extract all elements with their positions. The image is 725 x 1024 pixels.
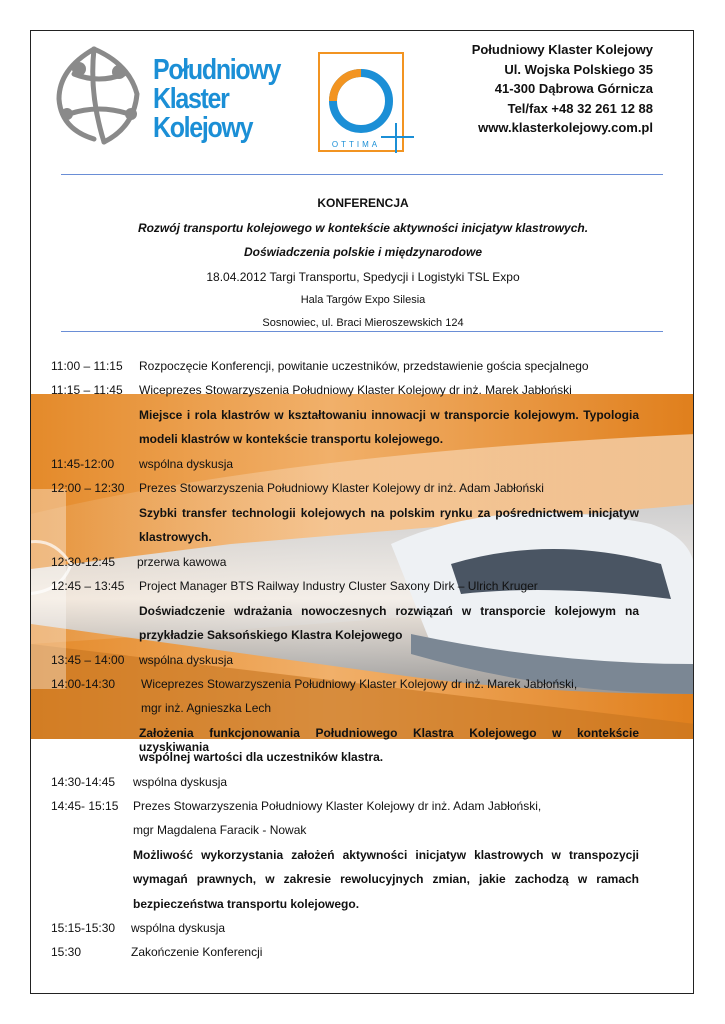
org-city: 41-300 Dąbrowa Górnicza [494,81,653,96]
schedule-text: wspólna dyskusja [139,653,234,667]
logo-text-line3: Kolejowy [153,112,253,144]
conference-hall: Hala Targów Expo Silesia [300,294,426,306]
schedule-text: Prezes Stowarzyszenia Południowy Klaster Kolejowy dr inż. Adam Jabłoński, [133,799,542,813]
schedule-time: 14:45- 15:15 [51,799,119,813]
schedule-time: 12:45 – 13:45 [51,579,125,593]
schedule-topic: Założenia funkcjonowania Południowego Klastra Kolejowego w kontekście uzyskiwania [139,726,639,754]
schedule-time: 14:00-14:30 [51,677,116,691]
schedule-row [51,677,577,691]
conference-address: Sosnowiec, ul. Braci Mieroszewskich 124 [262,317,464,329]
schedule-text: Wiceprezes Stowarzyszenia Południowy Klaster Kolejowy dr inż. Marek Jabłoński, [141,677,578,691]
schedule-row [51,921,225,935]
schedule-text: przerwa kawowa [137,555,227,569]
schedule-text: wspólna dyskusja [139,457,234,471]
conference-title: Rozwój transportu kolejowego w kontekście aktywności inicjatyw klastrowych. [137,221,589,235]
schedule-row [51,359,589,373]
schedule-time: 11:45-12:00 [51,457,115,471]
conference-subtitle: Doświadczenia polskie i międzynarodowe [243,245,483,259]
conference-label: KONFERENCJA [317,196,409,210]
ottima-logo-icon [316,51,416,161]
logo-text-line2: Klaster [153,83,229,115]
schedule-topic: przykładzie Saksońskiego Klastra Kolejowego [139,628,403,642]
schedule-topic: Możliwość wykorzystania założeń aktywności inicjatyw klastrowych w transpozycji [133,848,639,862]
schedule-row [51,457,233,471]
schedule-text: Zakończenie Konferencji [131,945,263,959]
schedule-text: Rozpoczęcie Konferencji, powitanie uczestników, przedstawienie gościa specjalnego [139,359,589,373]
schedule-row [51,555,226,569]
ottima-logo-text: OTTIMA [331,140,381,149]
document-page [30,30,694,994]
org-name: Południowy Klaster Kolejowy [471,42,653,57]
schedule-row [51,799,541,813]
schedule-row [51,653,233,667]
schedule-row [51,775,227,789]
schedule-time: 11:00 – 11:15 [51,359,123,373]
schedule-row [51,579,538,593]
schedule-topic: Miejsce i rola klastrów w kształtowaniu innowacji w transporcie kolejowym. Typologia [139,408,639,422]
schedule-text: mgr Magdalena Faracik - Nowak [133,823,307,837]
schedule-topic: wymagań prawnych, w zakresie rewolucyjnych zmian, jakie zachodzą w ramach [133,872,639,886]
schedule-text: wspólna dyskusja [133,775,228,789]
schedule-row [51,945,262,959]
schedule-text: Prezes Stowarzyszenia Południowy Klaster Kolejowy dr inż. Adam Jabłoński [139,481,544,495]
schedule-topic: Szybki transfer technologii kolejowych na polskim rynku za pośrednictwem inicjatyw [139,506,639,520]
schedule-text: Wiceprezes Stowarzyszenia Południowy Klaster Kolejowy dr inż. Marek Jabłoński [139,383,572,397]
schedule-time: 14:30-14:45 [51,775,116,789]
schedule-row [51,383,572,397]
schedule-topic: klastrowych. [139,530,212,544]
schedule-time: 12:00 – 12:30 [51,481,125,495]
schedule-topic: Doświadczenie wdrażania nowoczesnych rozwiązań w transporcie kolejowym na [139,604,639,618]
divider-top [61,174,663,175]
address-block [472,40,653,138]
cluster-logo-icon [49,39,149,149]
org-phone: Tel/fax +48 32 261 12 88 [507,100,653,116]
schedule-row [51,481,544,495]
schedule-topic: wspólnej wartości dla uczestników klastra. [139,750,384,764]
conference-date: 18.04.2012 Targi Transportu, Spedycji i Logistyki TSL Expo [206,270,520,284]
org-street: Ul. Wojska Polskiego 35 [504,61,653,77]
schedule-time: 15:30 [51,945,82,959]
schedule-text: wspólna dyskusja [131,921,226,935]
schedule-topic: bezpieczeństwa transportu kolejowego. [133,897,360,911]
logo-text-line1: Południowy [153,54,281,86]
schedule-time: 13:45 – 14:00 [51,653,125,667]
org-website[interactable]: www.klasterkolejowy.com.pl [478,120,653,135]
schedule-time: 12:30-12:45 [51,555,116,569]
schedule-text: mgr inż. Agnieszka Lech [141,701,272,715]
schedule-time: 11:15 – 11:45 [51,383,123,397]
divider-bottom [61,331,663,332]
schedule-text: Project Manager BTS Railway Industry Cluster Saxony Dirk – Ulrich Kruger [139,579,538,593]
schedule-topic: modeli klastrów w kontekście transportu kolejowego. [139,432,444,446]
schedule-time: 15:15-15:30 [51,921,116,935]
